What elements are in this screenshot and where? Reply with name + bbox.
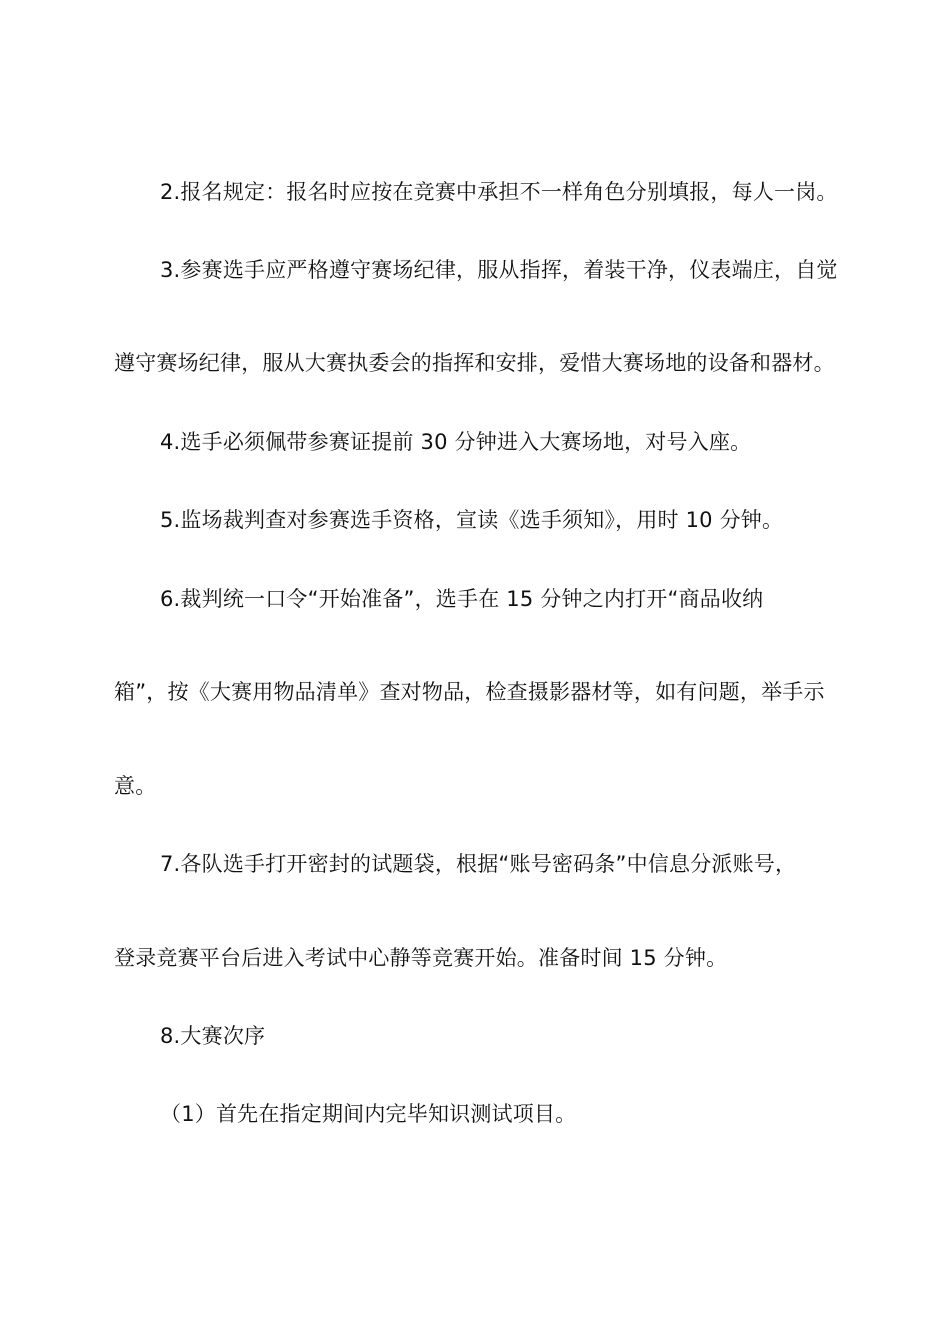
paragraph-start-prep-line-2: 箱”，按《大赛用物品清单》查对物品，检查摄影器材等，如有问题，举手示 bbox=[114, 680, 825, 704]
paragraph-registration-rule: 2.报名规定：报名时应按在竞赛中承担不一样角色分别填报，每人一岗。 bbox=[160, 180, 838, 204]
paragraph-account-line-1: 7.各队选手打开密封的试题袋，根据“账号密码条”中信息分派账号， bbox=[160, 852, 797, 876]
paragraph-qualification-check: 5.监场裁判查对参赛选手资格，宣读《选手须知》，用时 10 分钟。 bbox=[160, 508, 784, 532]
list-item-knowledge-test: （1）首先在指定期间内完毕知识测试项目。 bbox=[160, 1102, 577, 1126]
paragraph-entry-card: 4.选手必须佩带参赛证提前 30 分钟进入大赛场地，对号入座。 bbox=[160, 430, 752, 454]
paragraph-account-line-2: 登录竞赛平台后进入考试中心静等竞赛开始。准备时间 15 分钟。 bbox=[114, 946, 728, 970]
paragraph-discipline-line-2: 遵守赛场纪律，服从大赛执委会的指挥和安排，爱惜大赛场地的设备和器材。 bbox=[114, 351, 835, 375]
section-heading-competition-order: 8.大赛次序 bbox=[160, 1024, 266, 1048]
paragraph-start-prep-line-3: 意。 bbox=[114, 774, 157, 798]
paragraph-discipline-line-1: 3.参赛选手应严格遵守赛场纪律，服从指挥，着装干净，仪表端庄，自觉 bbox=[160, 258, 838, 282]
paragraph-start-prep-line-1: 6.裁判统一口令“开始准备”，选手在 15 分钟之内打开“商品收纳 bbox=[160, 587, 764, 611]
